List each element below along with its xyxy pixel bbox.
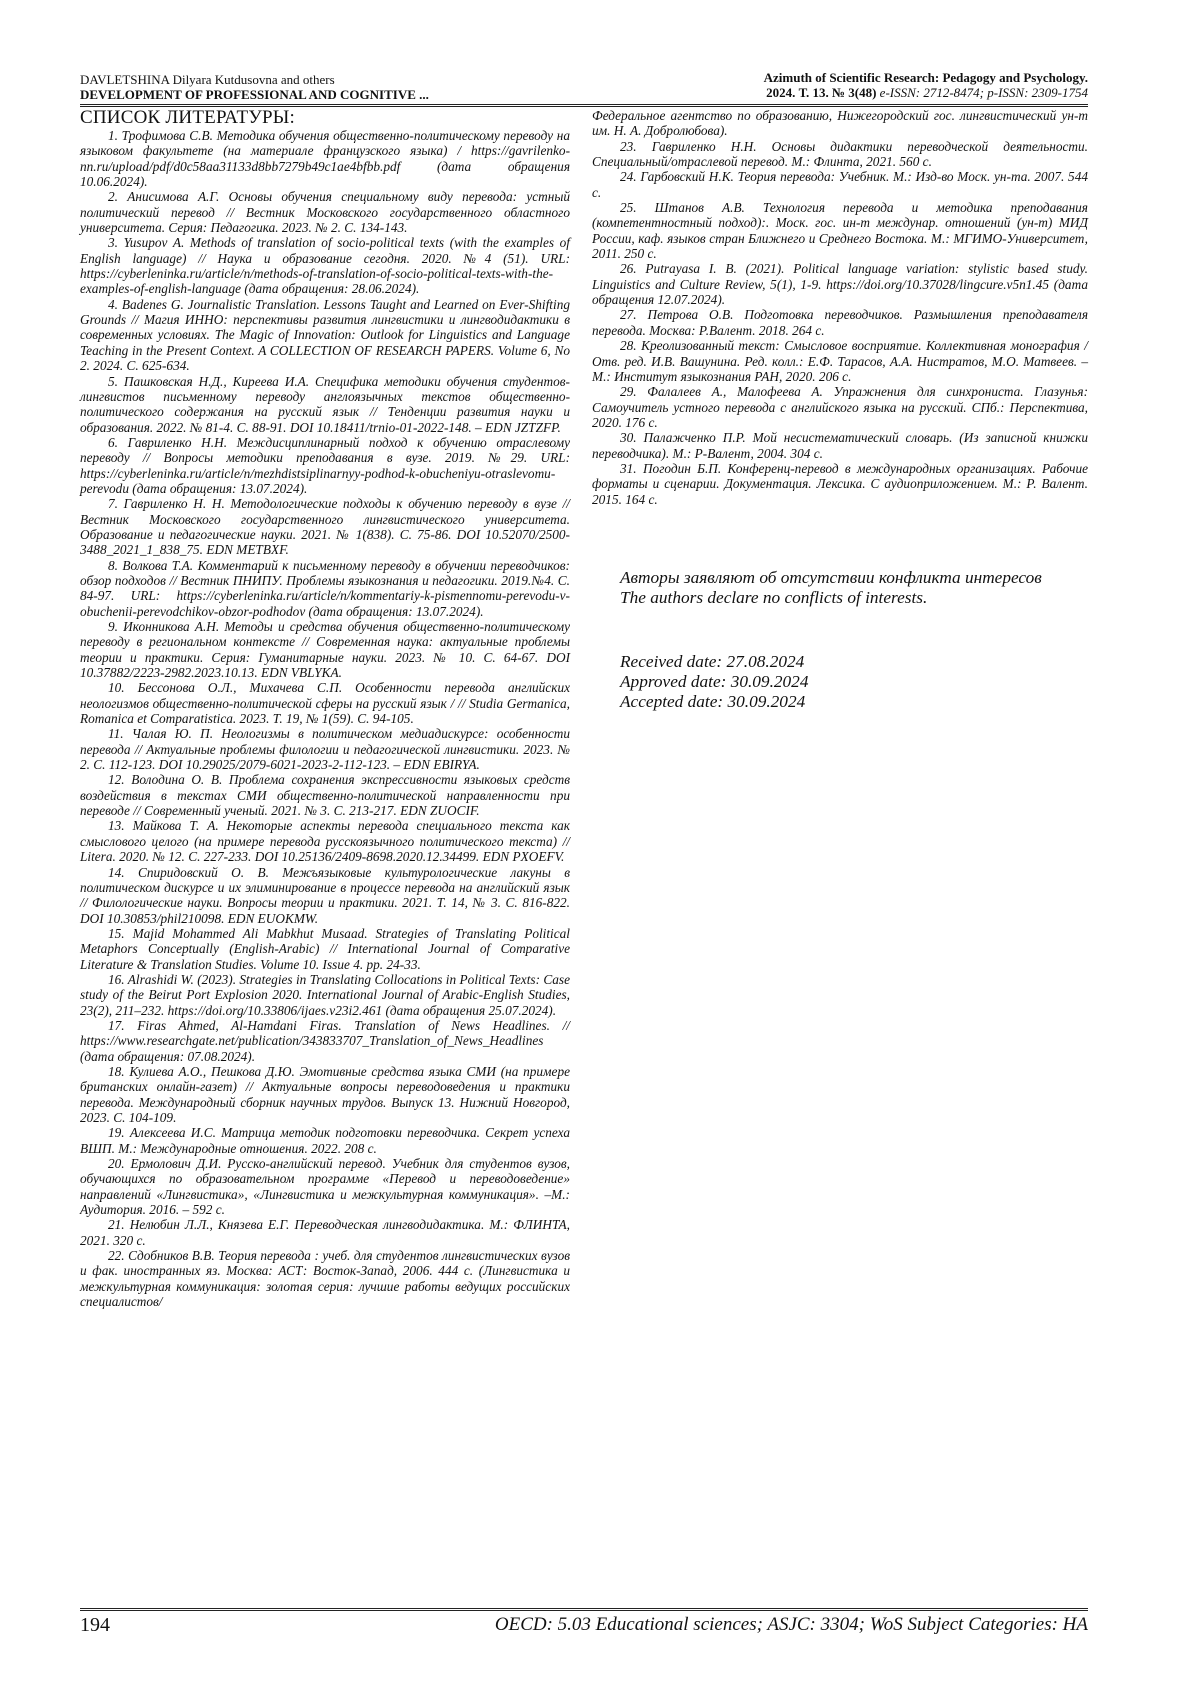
reference-item: 29. Фалалеев А., Малофеева А. Упражнения для синхрониста. Глазунья: Самоучитель устного перевода с английского языка на русский. СПб.: Перспектива, 2020. 176 с. [592, 384, 1088, 430]
conflict-declaration-en: The authors declare no conflicts of interests. [620, 588, 928, 607]
references-heading: СПИСОК ЛИТЕРАТУРЫ: [80, 107, 296, 128]
reference-item: 16. Alrashidi W. (2023). Strategies in Translating Collocations in Political Texts: Case study of the Beirut Port Explosion 2020. International Journal of Arabic-English Studies, 23(2), 211–232. https://doi.org/10.33806/ijaes.v23i2.461 (дата обращения 25.07.2024). [80, 971, 570, 1018]
reference-item: 1. Трофимова С.В. Методика обучения общественно-политическому переводу на языковом факультете (на материале французского языка) / https://gavrilenko-nn.ru/upload/pdf/d0c58aa31133d8bb7279b49c1ae4bfbb.pdf (дата обращения 10.06.2024). [80, 128, 570, 190]
header-volume: 2024. Т. 13. № 3(48) [766, 85, 877, 100]
footer-divider-secondary [80, 1610, 1088, 1611]
references-right-list [592, 108, 1088, 507]
reference-item: 14. Спиридовский О. В. Межъязыковые культурологические лакуны в политическом дискурсе и их элиминирование в процессе перевода на английский язык // Филологические науки. Вопросы теории и практики. 2021. Т. 14, № 3. С. 816-822. DOI 10.30853/phil210098. EDN EUOKMW. [80, 864, 570, 926]
reference-item: 21. Нелюбин Л.Л., Князева Е.Г. Переводческая лингводидактика. М.: ФЛИНТА, 2021. 320 с. [80, 1217, 570, 1248]
reference-item: 7. Гавриленко Н. Н. Методологические подходы к обучению переводу в вузе // Вестник Московского государственного лингвистического университета. Образование и педагогические науки. 2021. № 1(838). С. 75-86. DOI 10.52070/2500-3488_2021_1_838_75. EDN METBXF. [80, 496, 570, 558]
article-dates [620, 652, 808, 712]
reference-item: 26. Putrayasa I. B. (2021). Political language variation: stylistic based study. Linguistics and Culture Review, 5(1), 1-9. https://doi.org/10.37028/lingcure.v5n1.45 (дата обращения 12.07.2024). [592, 261, 1088, 308]
reference-item: 6. Гавриленко Н.Н. Междисциплинарный подход к обучению отраслевому переводу // Вопросы методики преподавания в вузе. 2019. №29. URL: https://cyberleninka.ru/article/n/mezhdistsiplinarnyy-podhod-k-obucheniyu-otraslevomu-perevodu (дата обращения: 13.07.2024). [80, 434, 570, 496]
reference-item: 19. Алексеева И.С. Матрица методик подготовки переводчика. Секрет успеха ВШП. М.: Международные отношения. 2022. 208 с. [80, 1125, 570, 1156]
reference-item: 25. Штанов А.В. Технология перевода и методика преподавания (компетентностный подход):. Моск. гос. ин-т междунар. отношений (ун-т) МИД России, каф. языков стран Ближнего и Среднего Востока. М.: МГИМО-Университет, 2011. 250 с. [592, 200, 1088, 262]
reference-item: 18. Кулиева А.О., Пешкова Д.Ю. Эмотивные средства языка СМИ (на примере британских онлайн-газет) // Актуальные вопросы переводоведения и практики перевода. Международный сборник научных трудов. Выпуск 13. Нижний Новгород, 2023. С. 104-109. [80, 1063, 570, 1125]
reference-item: 11. Чалая Ю. П. Неологизмы в политическом медиадискурсе: особенности перевода // Актуальные проблемы филологии и педагогической лингвистики. 2023. № 2. С. 112-123. DOI 10.29025/2079-6021-2023-2-112-123. – EDN EBIRYA. [80, 726, 570, 773]
reference-item: 5. Пашковская Н.Д., Киреева И.А. Специфика методики обучения студентов-лингвистов письменному переводу англоязычных текстов общественно-политического содержания на русский язык // Тенденции развития науки и образования. 2022. № 81-4. С. 88-91. DOI 10.18411/trnio-01-2022-148. – EDN JZTZFP. [80, 373, 570, 435]
reference-item: 31. Погодин Б.П. Конференц-перевод в международных организациях. Рабочие форматы и сценарии. Документация. Лексика. С аудиоприложением. М.: Р. Валент. 2015. 164 с. [592, 460, 1088, 507]
received-date: Received date: 27.08.2024 [620, 652, 805, 671]
reference-item: 3. Yusupov A. Methods of translation of socio-political texts (with the examples of English language) // Наука и образование сегодня. 2020. №4 (51). URL: https://cyberleninka.ru/article/n/methods-of-translation-of-socio-political-texts-with-the-examples-of-english-language (дата обращения: 28.06.2024). [80, 235, 570, 297]
reference-item: 15. Majid Mohammed Ali Mabkhut Musaad. Strategies of Translating Political Metaphors Conceptually (English-Arabic) // International Journal of Comparative Literature & Translation Studies. Volume 10. Issue 4. pp. 24-33. [80, 925, 570, 972]
reference-item: 9. Иконникова А.Н. Методы и средства обучения общественно-политическому переводу в региональном контексте // Современная наука: актуальные проблемы теории и практики. Серия: Гуманитарные науки. 2023. № 10. С. 64-67. DOI 10.37882/2223-2982.2023.10.13. EDN VBLYKA. [80, 619, 570, 681]
conflict-declaration [592, 568, 1092, 608]
reference-item: 10. Бессонова О.Л., Михачева С.П. Особенности перевода английских неологизмов общественно-политической сферы на русский язык / // Studia Germanica, Romanica et Comparatistica. 2023. Т. 19, № 1(59). С. 94-105. [80, 680, 570, 727]
header-journal: Azimuth of Scientific Research: Pedagogy and Psychology. [763, 70, 1088, 85]
running-header-right [764, 70, 1088, 100]
accepted-date: Accepted date: 30.09.2024 [620, 692, 806, 711]
header-issn: e-ISSN: 2712-8474; p-ISSN: 2309-1754 [879, 85, 1088, 100]
reference-item: 20. Ермолович Д.И. Русско-английский перевод. Учебник для студентов вузов, обучающихся по образовательном программе «Перевод и переводоведение» направлений «Лингвистика», «Лингвистика и межкультурная коммуникация». –М.: Аудитория. 2016. – 592 с. [80, 1156, 570, 1218]
reference-item: 23. Гавриленко Н.Н. Основы дидактики переводческой деятельности. Специальный/отраслевой перевод. М.: Флинта, 2021. 560 с. [592, 138, 1088, 170]
reference-item: 22. Сдобников В.В. Теория перевода : учеб. для студентов лингвистических вузов и фак. иностранных яз. Москва: АСТ: Восток-Запад, 2006. 444 с. (Лингвистика и межкультурная коммуникация: золотая серия: лучшие работы ведущих российских специалистов/ [80, 1248, 570, 1310]
running-header-left [80, 72, 600, 102]
conflict-declaration-ru: Авторы заявляют об отсутствии конфликта интересов [620, 568, 1042, 587]
reference-item: 12. Володина О. В. Проблема сохранения экспрессивности языковых средств воздействия в текстах СМИ общественно-политической направленности при переводе // Современный ученый. 2021. № 3. С. 213-217. EDN ZUOCIF. [80, 772, 570, 819]
footer-divider [80, 1608, 1088, 1609]
reference-item: 24. Гарбовский Н.К. Теория перевода: Учебник. М.: Изд-во Моск. ун-та. 2007. 544 с. [592, 169, 1088, 200]
reference-item: 28. Креолизованный текст: Смысловое восприятие. Коллективная монография / Отв. ред. И.В. Вашунина. Ред. колл.: Е.Ф. Тарасов, А.А. Нистратов, М.О. Матвеев. – М.: Институт языкознания РАН, 2020. 206 с. [592, 338, 1088, 384]
page-number: 194 [80, 1614, 110, 1636]
references-right-column [592, 108, 1088, 507]
header-divider [80, 104, 1088, 105]
reference-item: 4. Badenes G. Journalistic Translation. Lessons Taught and Learned on Ever-Shifting Grounds // Магия ИННО: перспективы развития лингвистики и лингводидактики в современных условиях. The Magic of Innovation: Outlook for Linguistics and Language Teaching in the Present Context. A COLLECTION OF RESEARCH PAPERS. Volume 6, No 2. 2024. С. 625-634. [80, 296, 570, 374]
reference-item: 2. Анисимова А.Г. Основы обучения специальному виду перевода: устный политический перевод // Вестник Московского государственного областного университета. Серия: Педагогика. 2023. № 2. С. 134-143. [80, 189, 570, 236]
reference-item: 8. Волкова Т.А. Комментарий к письменному переводу в обучении переводчиков: обзор подходов // Вестник ПНИПУ. Проблемы языкознания и педагогики. 2019.№4. С. 84-97. URL: https://cyberleninka.ru/article/n/kommentariy-k-pismennomu-perevodu-v-obuchenii-perevodchikov-obzor-podhodov (дата обращения: 13.07.2024). [80, 557, 570, 619]
subject-classification: OECD: 5.03 Educational sciences; ASJC: 3304; WoS Subject Categories: HA [494, 1614, 1088, 1635]
header-authors: DAVLETSHINA Dilyara Kutdusovna and others [80, 72, 335, 87]
reference-item: 27. Петрова О.В. Подготовка переводчиков. Размышления преподавателя перевода. Москва: Р.Валент. 2018. 264 с. [592, 307, 1088, 338]
reference-item: 30. Палажченко П.Р. Мой несистематический словарь. (Из записной книжки переводчика). М.: Р-Валент, 2004. 304 с. [592, 430, 1088, 461]
reference-item: 17. Firas Ahmed, Al-Hamdani Firas. Translation of News Headlines. // https://www.researchgate.net/publication/343833707_Translation_of_News_Headlines (дата обращения: 07.08.2024). [80, 1017, 570, 1064]
references-left-list [80, 128, 570, 1309]
reference-item: Федеральное агентство по образованию, Нижегородский гос. лингвистический ун-т им. Н. А. Добролюбова). [592, 108, 1088, 139]
header-article-title: DEVELOPMENT OF PROFESSIONAL AND COGNITIVE ... [80, 87, 429, 102]
approved-date: Approved date: 30.09.2024 [620, 672, 809, 691]
references-left-column [80, 108, 570, 1309]
reference-item: 13. Майкова Т. А. Некоторые аспекты перевода специального текста как смыслового целого (на примере перевода русскоязычного политического текста) // Litera. 2020. № 12. С. 227-233. DOI 10.25136/2409-8698.2020.12.34499. EDN PXOEFV. [80, 818, 570, 865]
